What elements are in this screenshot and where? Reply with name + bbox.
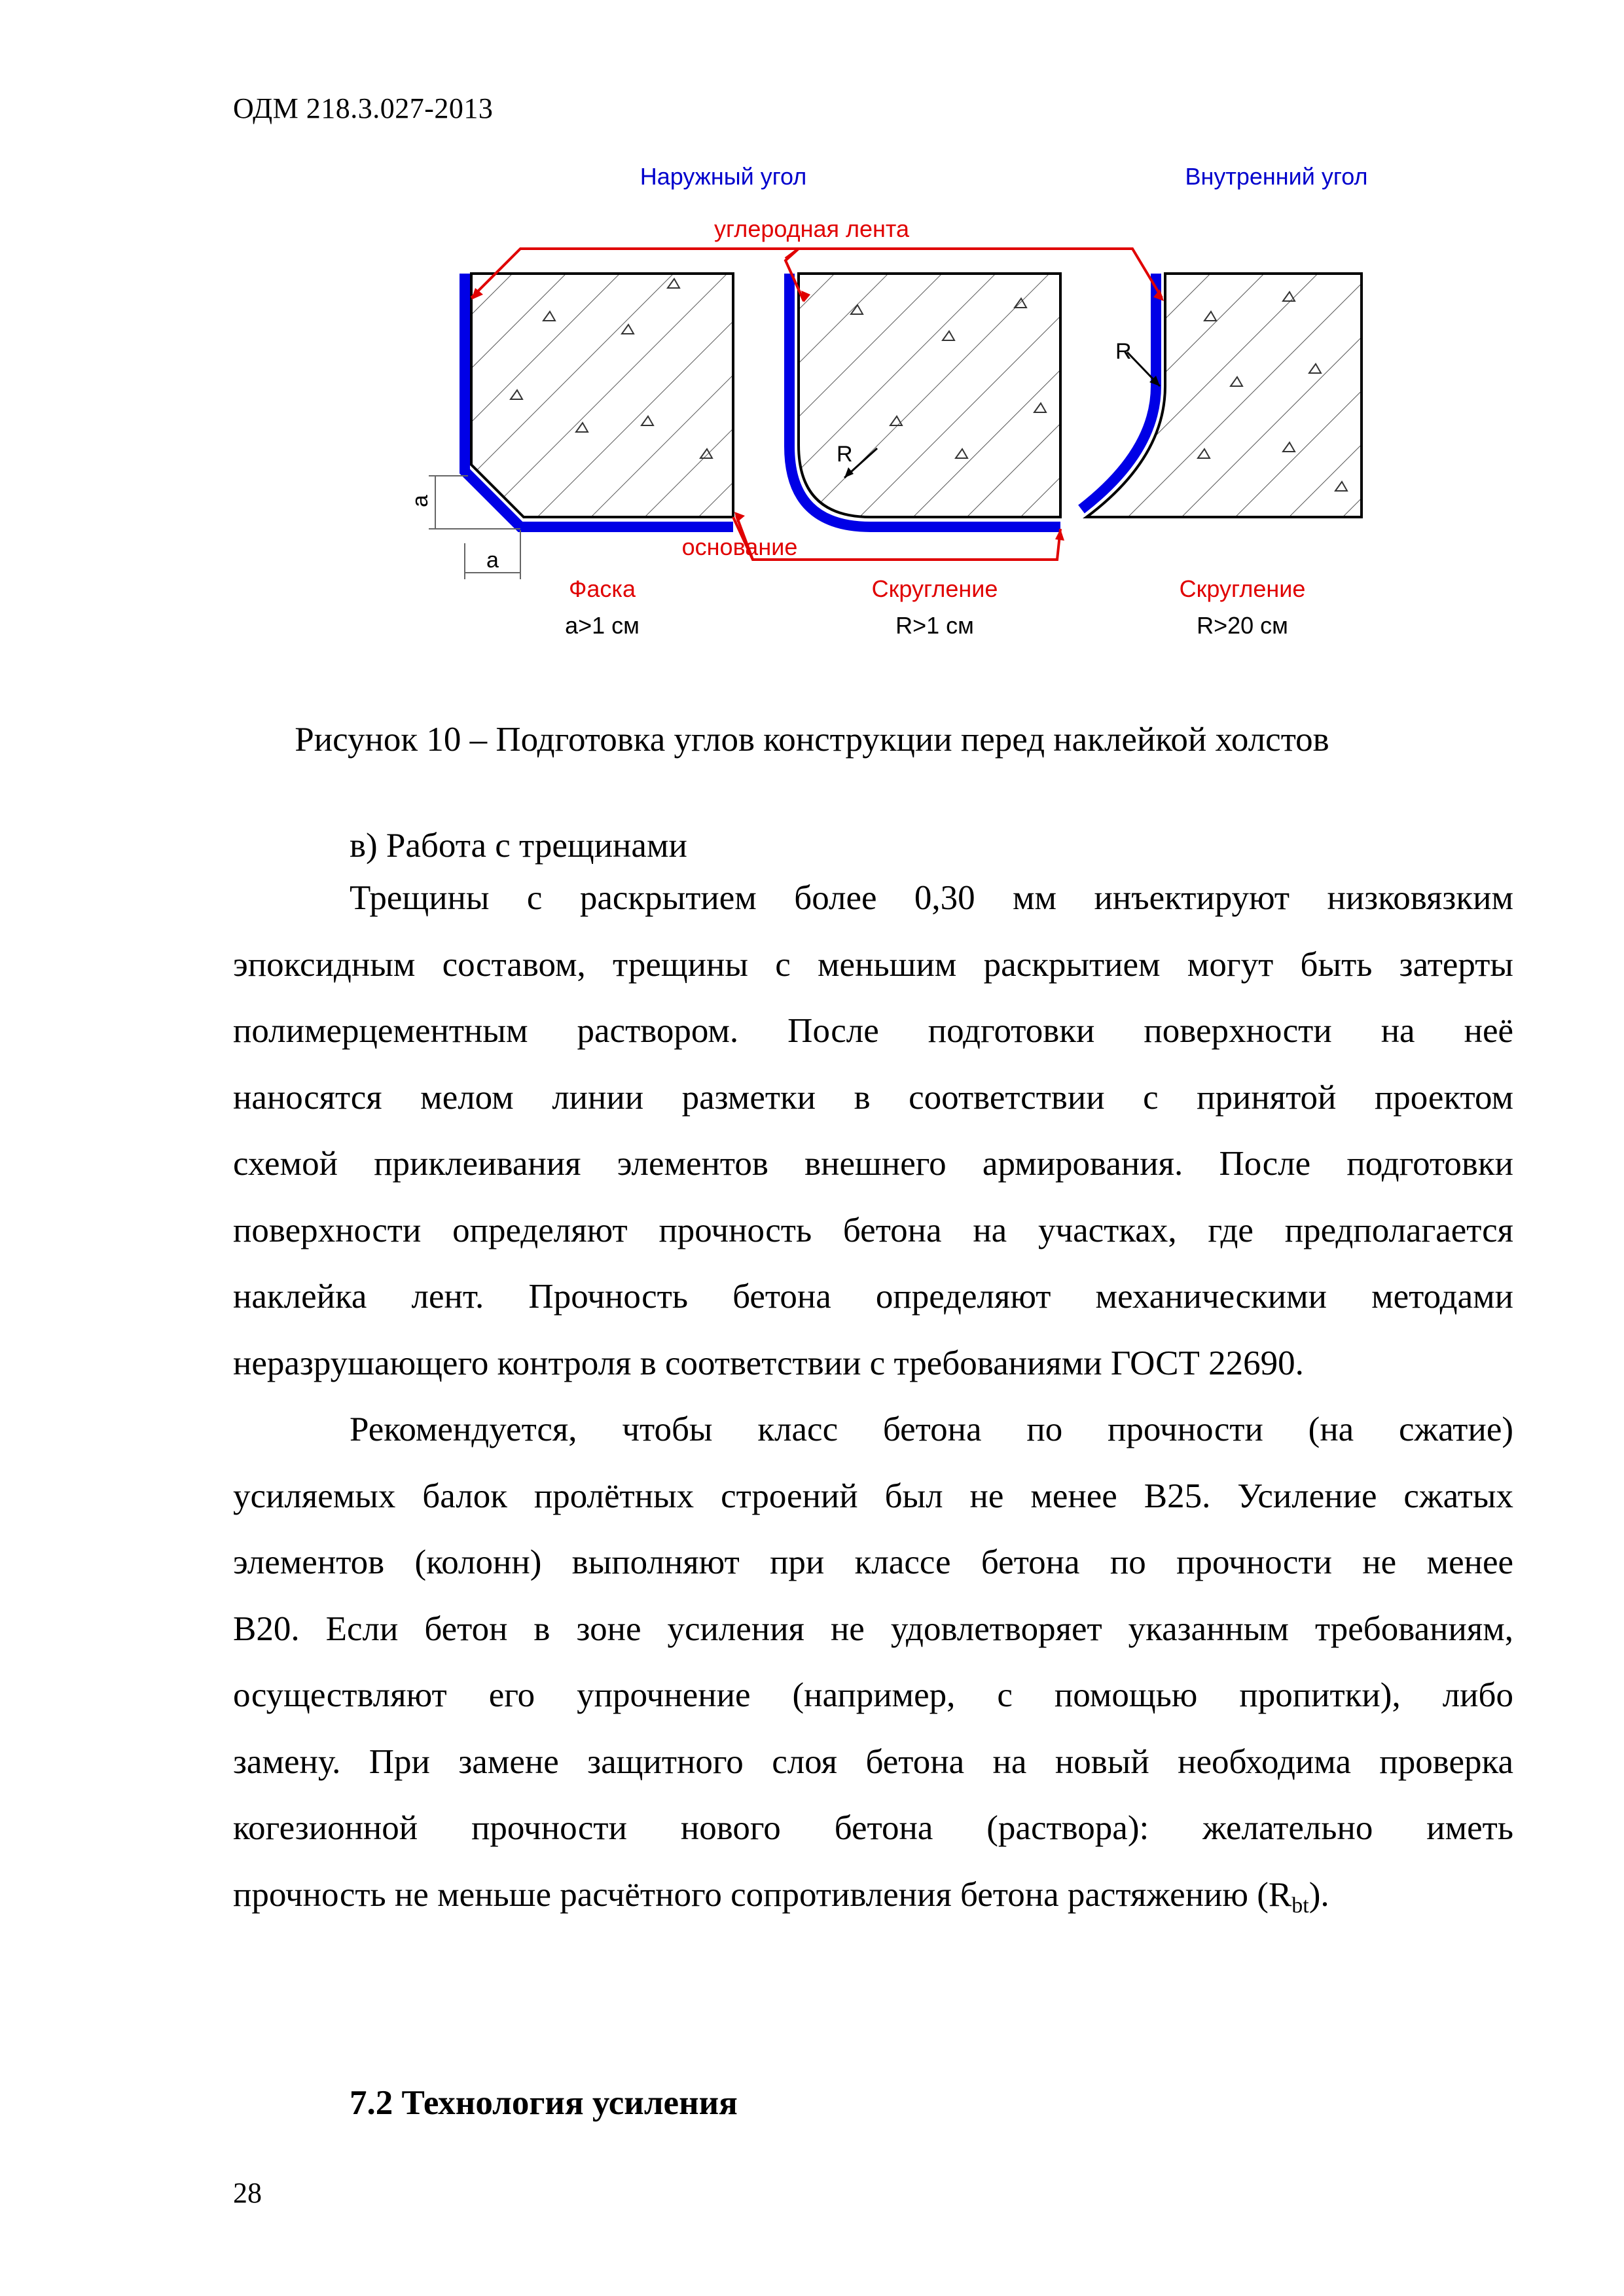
- label-inner-corner: Внутренний угол: [1185, 163, 1368, 190]
- text-run: ).: [1308, 1875, 1329, 1914]
- paragraph-line: элементов (колонн) выполняют при классе бетона по прочности не менее: [233, 1543, 1513, 1581]
- paragraph-line: В20. Если бетон в зоне усиления не удовлетворяет указанным требованиям,: [233, 1609, 1513, 1648]
- panel-1-title: Фаска: [569, 575, 636, 602]
- paragraph-line-last: [233, 1862, 1513, 1929]
- paragraph-line: эпоксидным составом, трещины с меньшим раскрытием могут быть затерты: [233, 945, 1513, 984]
- subheading-cracks: в) Работа с трещинами: [350, 827, 687, 865]
- concrete-section-chamfer: [471, 274, 733, 517]
- concrete-section-round-large: [1087, 274, 1362, 517]
- paragraph-line: Рекомендуется, чтобы класс бетона по прочности (на сжатие): [350, 1410, 1513, 1448]
- panel-3-condition: R>20 см: [1197, 612, 1288, 639]
- panel-round-small-drawing: [789, 274, 1060, 527]
- paragraph-line: схемой приклеивания элементов внешнего армирования. После подготовки: [233, 1145, 1513, 1183]
- figure-corner-preparation: [367, 151, 1401, 661]
- subscript-bt: bt: [1291, 1893, 1309, 1918]
- paragraph-line: полимерцементным раствором. После подготовки поверхности на неё: [233, 1012, 1513, 1050]
- panel-2-condition: R>1 см: [895, 612, 974, 639]
- paragraph-line: замену. При замене защитного слоя бетона на новый необходима проверка: [233, 1742, 1513, 1781]
- paragraph-line: когезионной прочности нового бетона (раствора): желательно иметь: [233, 1809, 1513, 1847]
- paragraph-concrete-class: [233, 1397, 1513, 1928]
- paragraph-line: наклейка лент. Прочность бетона определяют механическими методами: [233, 1278, 1513, 1316]
- label-carbon-tape: углеродная лента: [713, 215, 910, 242]
- paragraph-line: осуществляют его упрочнение (например, с помощью пропитки), либо: [233, 1676, 1513, 1714]
- paragraph-line: усиляемых балок пролётных строений был не менее В25. Усиление сжатых: [233, 1477, 1513, 1515]
- label-outer-corner: Наружный угол: [640, 163, 807, 190]
- dimension-a-vertical: a: [408, 495, 433, 507]
- page-number: 28: [233, 2177, 262, 2209]
- document-code: ОДМ 218.3.027-2013: [233, 92, 494, 124]
- figure-caption: Рисунок 10 – Подготовка углов конструкции перед наклейкой холстов: [295, 721, 1329, 759]
- paragraph-cracks: [233, 865, 1513, 1397]
- radius-label-small: R: [837, 442, 853, 467]
- paragraph-line: неразрушающего контроля в соответствии с требованиями ГОСТ 22690.: [233, 1344, 1304, 1382]
- paragraph-line: наносятся мелом линии разметки в соответствии с принятой проектом: [233, 1078, 1513, 1117]
- concrete-section-round-small: [799, 274, 1060, 517]
- label-base: основание: [681, 533, 798, 560]
- panel-round-large-drawing: [1081, 274, 1362, 517]
- panel-2-title: Скругление: [871, 575, 998, 602]
- section-title: 7.2 Технология усиления: [350, 2084, 738, 2122]
- dimension-a-horizontal: a: [486, 548, 499, 573]
- paragraph-line: поверхности определяют прочность бетона на участках, где предполагается: [233, 1211, 1513, 1249]
- panel-1-condition: а>1 см: [565, 612, 640, 639]
- paragraph-line: Трещины с раскрытием более 0,30 мм инъектируют низковязким: [350, 879, 1513, 917]
- panel-3-title: Скругление: [1179, 575, 1306, 602]
- text-run: прочность не меньше расчётного сопротивления бетона растяжению (R: [233, 1875, 1292, 1914]
- radius-label-large: R: [1115, 339, 1132, 364]
